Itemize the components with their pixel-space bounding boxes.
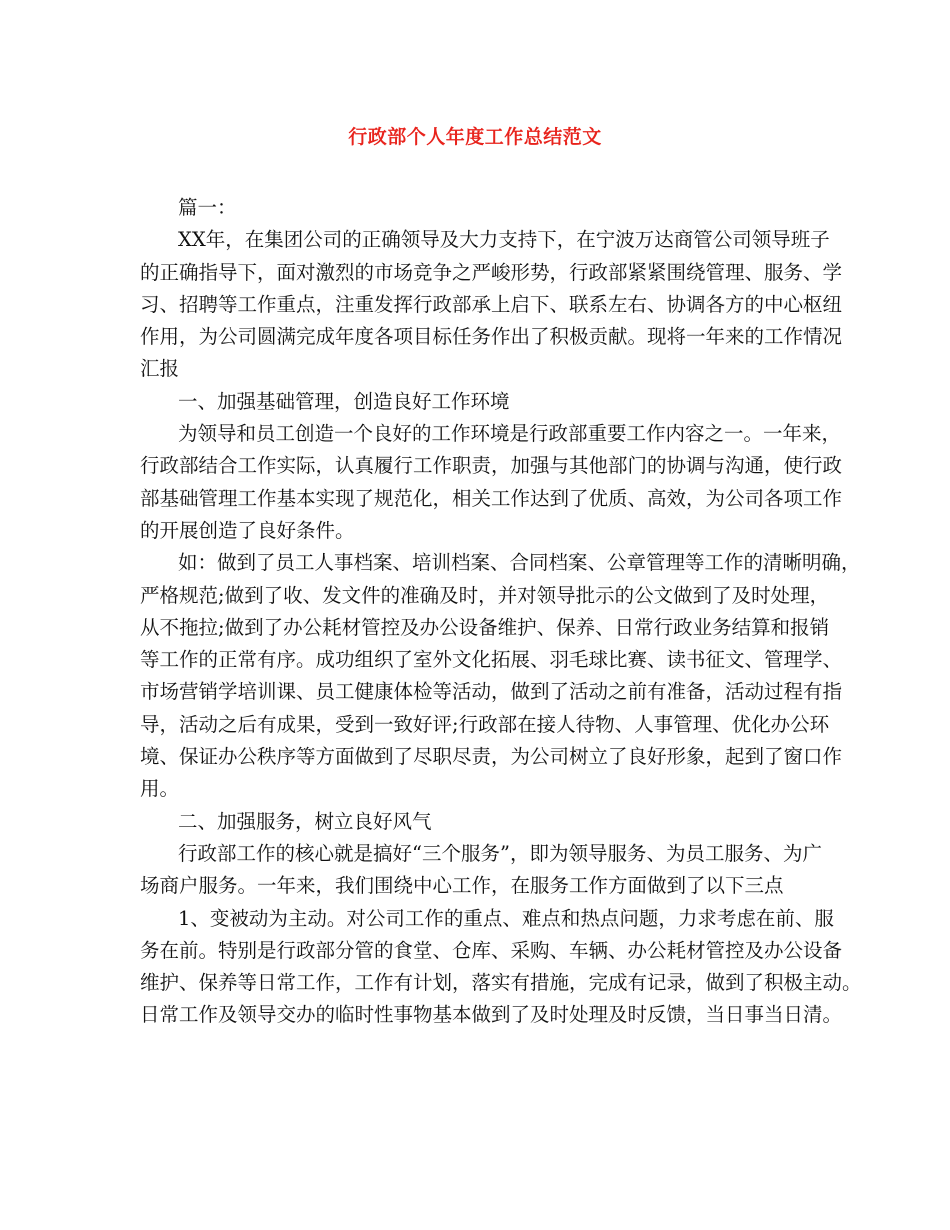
document-body (140, 192, 862, 1032)
text-line: 严格规范;做到了收、发文件的准确及时，并对领导批示的公文做到了及时处理， (140, 583, 830, 607)
text-line: 一、加强基础管理，创造良好工作环境 (178, 389, 510, 413)
text-line: 的开展创造了良好条件。 (140, 518, 355, 542)
document-title: 行政部个人年度工作总结范文 (348, 126, 602, 148)
text-line: 作用，为公司圆满完成年度各项目标任务作出了积极贡献。现将一年来的工作情况 (140, 325, 843, 349)
text-line: 部基础管理工作基本实现了规范化，相关工作达到了优质、高效，为公司各项工作 (140, 486, 843, 510)
text-line: XX年，在集团公司的正确领导及大力支持下，在宁波万达商管公司领导班子 (178, 228, 830, 252)
text-line: 为领导和员工创造一个良好的工作环境是行政部重要工作内容之一。一年来， (178, 422, 842, 446)
text-line: 务在前。特别是行政部分管的食堂、仓库、采购、车辆、办公耗材管控及办公设备 (140, 938, 843, 962)
text-line: 用。 (140, 777, 180, 801)
text-line: 等工作的正常有序。成功组织了室外文化拓展、羽毛球比赛、读书征文、管理学、 (140, 648, 843, 672)
text-line: 从不拖拉;做到了办公耗材管控及办公设备维护、保养、日常行政业务结算和报销 (140, 615, 830, 639)
text-line: 的正确指导下，面对激烈的市场竞争之严峻形势，行政部紧紧围绕管理、服务、学 (140, 260, 843, 284)
text-line: 境、保证办公秩序等方面做到了尽职尽责，为公司树立了良好形象，起到了窗口作 (140, 745, 843, 769)
text-line: 二、加强服务，树立良好风气 (178, 809, 432, 833)
text-line: 场商户服务。一年来，我们围绕中心工作，在服务工作方面做到了以下三点 (140, 874, 784, 898)
text-line: 行政部结合工作实际，认真履行工作职责，加强与其他部门的协调与沟通，使行政 (140, 454, 843, 478)
text-line: 汇报 (140, 357, 180, 381)
text-line: 1、变被动为主动。对公司工作的重点、难点和热点问题，力求考虑在前、服 (178, 906, 834, 930)
text-line: 习、招聘等工作重点，注重发挥行政部承上启下、联系左右、协调各方的中心枢纽 (140, 292, 843, 316)
text-line: 日常工作及领导交办的临时性事物基本做到了及时处理及时反馈，当日事当日清。 (140, 1003, 843, 1027)
text-line: 如：做到了员工人事档案、培训档案、合同档案、公章管理等工作的清晰明确， (178, 551, 861, 575)
text-line: 篇一： (178, 196, 237, 219)
text-line: 维护、保养等日常工作，工作有计划，落实有措施，完成有记录，做到了积极主动。 (140, 971, 862, 995)
text-line: 导，活动之后有成果，受到一致好评;行政部在接人待物、人事管理、优化办公环 (140, 712, 830, 736)
text-line: 市场营销学培训课、员工健康体检等活动，做到了活动之前有准备，活动过程有指 (140, 680, 843, 704)
text-line: 行政部工作的核心就是搞好“三个服务”，即为领导服务、为员工服务、为广 (178, 841, 822, 865)
